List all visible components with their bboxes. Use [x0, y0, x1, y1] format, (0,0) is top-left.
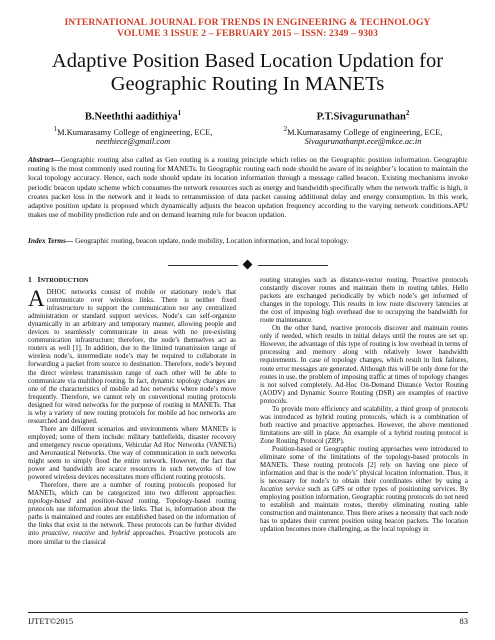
author-affiliation: M.Kumarasamy College of engineering, ECE, — [57, 127, 213, 137]
journal-issue: VOLUME 3 ISSUE 2 – FEBRUARY 2015 – ISSN: 2349 – 9303 — [117, 28, 378, 39]
author-1 — [28, 107, 238, 147]
paragraph — [28, 288, 236, 425]
section-divider — [168, 260, 328, 270]
section-title-rest: NTRODUCTION — [40, 277, 89, 284]
left-column — [28, 276, 236, 546]
paragraph: Position-based or Geographic routing approaches were introduced to eliminate some of the limitations of the topology-based protocols in MANETs. These routing protocols [2] rely on having one piece of information and that is the node’s’ physical location information. Thus, it is necessary for node’s to obtain their coordinates either by using a location service such as GPS or other types of positioning services. By employing position information, Geographic routing protocols do not need to establish and maintain routes, thereby eliminating routing table construction and maintenance. Thus there arises a necessity that each node has to updates their current position using beacon packets. The location updation becomes more challenging, as the local topology in — [260, 444, 468, 534]
author-name: B.Neeththi aadithiya — [84, 111, 178, 123]
title-line-2: Geographic Routing In MANETs — [110, 73, 385, 95]
paper-title — [20, 50, 475, 96]
abstract-text: Geographic routing also called as Geo routing is a routing principle which relies on the Geographic position information. Geographic routing is the most commonly used routing for MANETs. In Geographic routing each node should be aware of its neighbor’s location to maintain the local topology accuracy. Hence, each node should update its location information through a message called beacon. Existing mechanisms invoke periodic beacon update scheme which consumes the network resources such as energy and bandwidth specifically when the network traffic is high, it creates packet loss in the network and it leads to retransmission of data packet causing additional delay and energy consumption. In this work, adaptive position update is proposed which dynamically adjusts the beacon updation frequency according to the varying network conditions.APU makes use of mobility prediction rule and on demand learning rule for beacon updation. — [28, 155, 468, 220]
section-heading — [28, 276, 236, 285]
paragraph: routing strategies such as distance-vector routing. Proactive protocols constantly discover routes and maintain them in routing tables. Hello packets are exchanged periodically by which node’s get informed of changes in the topology. This results in low route discovery latencies at the cost of imposing high overhead due to occupying the bandwidth for route maintenance. — [260, 276, 468, 325]
author-email: Sivagurunathanpt.ece@mkce.ac.in — [304, 137, 422, 147]
journal-name: INTERNATIONAL JOURNAL FOR TRENDS IN ENGINEERING & TECHNOLOGY — [64, 17, 431, 28]
page-number: 83 — [459, 616, 468, 626]
abstract-label: Abstract— — [28, 155, 61, 164]
right-column — [260, 276, 468, 534]
diamond-icon — [243, 260, 253, 270]
author-sup: 2 — [405, 109, 410, 117]
index-terms-text: Geographic routing, beacon update, node mobility, Location information, and local topology. — [73, 236, 349, 245]
paragraph: On the other hand, reactive protocols discover and maintain routes only if needed, which results in initial delays until the routes are set up. However, the advantage of this type of routing is low overhead in terms of processing and memory along with relatively lower bandwidth requirements. In case of topology changes, which result in link failures, route error messages are generated. Although this will be only done for the routes in use, the problem of imposing traffic at times of topology changes is not solved completely. Ad-Hoc On-Demand Distance Vector Routing (AODV) and Dynamic Source Routing (DSR) are examples of reactive protocols. — [260, 324, 468, 405]
journal-header — [0, 17, 495, 39]
paragraph: To provide more efficiency and scalability, a third group of protocols was introduced as hybrid routing protocols, which is a combination of both reactive and proactive approaches. However, the above mentioned limitations are still in place. An example of a hybrid routing protocol is Zone Routing Protocol (ZRP). — [260, 404, 468, 445]
title-line-1: Adaptive Position Based Location Updation for — [51, 50, 444, 72]
paragraph: Therefore, there are a number of routing protocols proposed for MANETs, which can be categorized into two different approaches: topology-based and position-based routing. Topology-based routing protocols use information about the links. That is, information about the paths is maintained and routes are established based on the information of the links that exist in the network. These protocols can be further divided into proactive, reactive and hybrid approaches. Proactive protocols are more similar to the classical — [28, 481, 236, 546]
author-affiliation: M.Kumarasamy College of engineering, ECE, — [287, 127, 443, 137]
author-email: neethiece@gmail.com — [95, 137, 171, 147]
affiliation-sup: 2 — [283, 124, 288, 133]
section-initial: I — [37, 275, 41, 284]
paragraph-text: DHOC networks consist of mobile or stationary node’s that communicate over wireless links. There is neither fixed infrastructure to support the communication nor any centralized administration or standard support services. Node’s can self-organize dynamically in an arbitrary and temporary manner, allowing people and devices to seamlessly communicate in areas with no pre-existing communication infrastructure; therefore, the node’s themselves act as routers as well [1]. In addition, due to the limited transmission range of wireless node’s, intermediate node’s may be required to collaborate in forwarding a packet from source to destination. Therefore, node’s beyond the direct wireless transmission range of each other will be able to communicate via multihop routing. In fact, dynamic topology changes are one of the characteristics of mobile ad hoc networks where node’s move frequently. Therefore, we cannot rely on conventional routing protocols designed for wired networks for the purpose of routing in MANETs. That is why a variety of new routing protocols for mobile ad hoc networks are researched and designed. — [28, 288, 236, 425]
affiliation-sup: 1 — [53, 124, 58, 133]
divider-line — [258, 265, 328, 266]
index-terms-label: Index Terms— — [28, 236, 74, 245]
divider-line — [168, 265, 238, 266]
index-terms — [28, 236, 468, 245]
paragraph: There are different scenarios and environments where MANETs is employed; some of them include: military battlefields, disaster recovery and emergency rescue operations, Vehicular Ad Hoc Networks (VANETs) and Aeronautical Networks. One way of communication in such networks might seem to simply flood the entire network. However, the fact that power and bandwidth are scarce resources in such networks of low powered wireless devices necessitates more efficient routing protocols. — [28, 424, 236, 482]
section-number: 1 — [28, 275, 32, 284]
footer-copyright: IJTET©2015 — [28, 616, 74, 626]
drop-cap: A — [28, 286, 45, 312]
abstract — [28, 155, 468, 219]
author-sup: 1 — [177, 109, 182, 117]
page-footer — [28, 612, 468, 626]
author-block — [28, 107, 468, 147]
author-2 — [258, 107, 468, 147]
author-name: P.T.Sivagurunathan — [316, 111, 406, 123]
